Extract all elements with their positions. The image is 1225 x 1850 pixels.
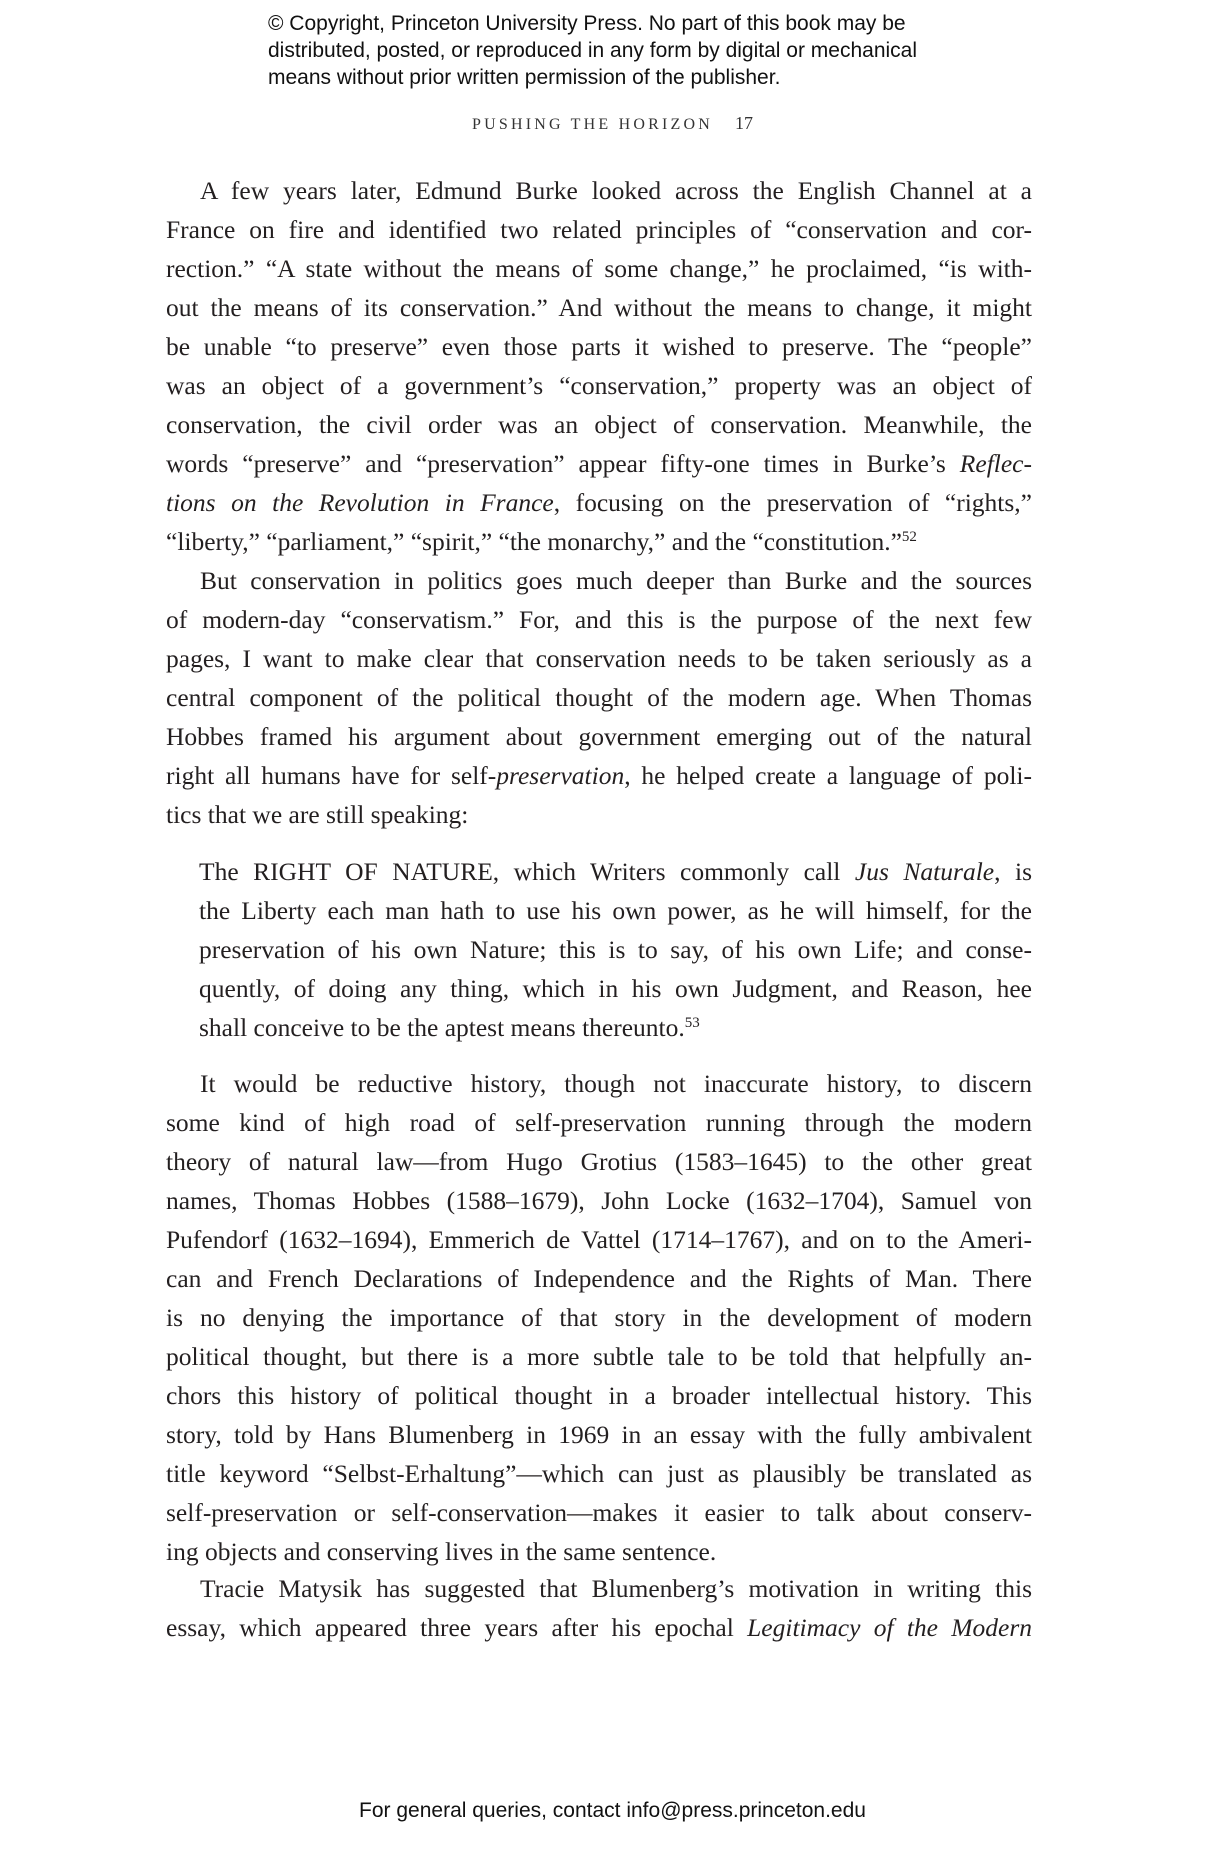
italic-text: tions on the Revolution in France — [166, 488, 554, 517]
text-line — [166, 171, 1032, 210]
text-line — [166, 756, 1032, 795]
text-line — [166, 795, 1032, 834]
text-line — [166, 1608, 1032, 1647]
text-segment: , is — [994, 857, 1033, 886]
text-line — [166, 717, 1032, 756]
italic-text: preservation — [496, 761, 625, 790]
text-segment: , he helped create a language of poli- — [624, 761, 1032, 790]
text-segment: “liberty,” “parliament,” “spirit,” “the monarchy,” and the “constitution.” — [166, 527, 902, 556]
text-line — [199, 852, 1032, 891]
text-line — [166, 1454, 1032, 1493]
italic-text: Legitimacy of the Modern — [747, 1613, 1032, 1642]
text-line — [166, 1298, 1032, 1337]
paragraph — [166, 561, 1032, 834]
text-segment: conservation, the civil order was an object of conservation. Meanwhile, the — [166, 410, 1032, 439]
text-line — [166, 1181, 1032, 1220]
text-line — [166, 1376, 1032, 1415]
text-segment: out the means of its conservation.” And without the means to change, it might — [166, 293, 1032, 322]
running-head — [0, 113, 1225, 134]
text-line — [166, 483, 1032, 522]
text-segment: theory of natural law—from Hugo Grotius (1583–1645) to the other great — [166, 1147, 1032, 1176]
text-line — [166, 1532, 1032, 1571]
text-line — [166, 1415, 1032, 1454]
text-line — [166, 678, 1032, 717]
text-line — [166, 1064, 1032, 1103]
text-line — [166, 639, 1032, 678]
paragraph — [166, 1064, 1032, 1571]
text-line — [166, 1569, 1032, 1608]
text-line — [166, 210, 1032, 249]
text-line — [166, 405, 1032, 444]
text-segment: preservation of his own Nature; this is to say, of his own Life; and conse- — [199, 935, 1032, 964]
text-segment: of modern-day “conservatism.” For, and this is the purpose of the next few — [166, 605, 1032, 634]
text-segment: some kind of high road of self-preservation running through the modern — [166, 1108, 1032, 1137]
text-segment: rection.” “A state without the means of some change,” he proclaimed, “is with- — [166, 254, 1032, 283]
text-line — [166, 1142, 1032, 1181]
text-segment: Hobbes framed his argument about government emerging out of the natural — [166, 722, 1032, 751]
text-segment: shall conceive to be the aptest means thereunto. — [199, 1013, 685, 1042]
text-segment: was an object of a government’s “conservation,” property was an object of — [166, 371, 1032, 400]
text-line — [199, 1008, 1032, 1047]
copyright-notice — [268, 10, 917, 91]
text-line — [166, 249, 1032, 288]
text-segment: The RIGHT OF NATURE, which Writers commonly call — [199, 857, 855, 886]
copyright-line: © Copyright, Princeton University Press. No part of this book may be — [268, 12, 906, 35]
copyright-line: means without prior written permission of the publisher. — [268, 66, 781, 89]
text-line — [199, 891, 1032, 930]
text-segment: essay, which appeared three years after his epochal — [166, 1613, 748, 1642]
paragraph — [166, 171, 1032, 561]
text-line — [166, 288, 1032, 327]
text-segment: right all humans have for self- — [166, 761, 497, 790]
text-line — [166, 1337, 1032, 1376]
text-segment: chors this history of political thought in a broader intellectual history. This — [166, 1381, 1032, 1410]
text-segment: is no denying the importance of that story in the development of modern — [166, 1303, 1032, 1332]
text-line — [166, 561, 1032, 600]
text-line — [166, 327, 1032, 366]
text-segment: self-preservation or self-conservation—makes it easier to talk about conserv- — [166, 1498, 1032, 1527]
running-head-title: PUSHING THE HORIZON — [472, 116, 713, 133]
text-segment: political thought, but there is a more subtle tale to be told that helpfully an- — [166, 1342, 1032, 1371]
italic-text: Reflec- — [959, 449, 1032, 478]
text-segment: Tracie Matysik has suggested that Blumenberg’s motivation in writing this — [200, 1574, 1032, 1603]
text-segment: tics that we are still speaking: — [166, 800, 469, 829]
text-segment: title keyword “Selbst-Erhaltung”—which can just as plausibly be translated as — [166, 1459, 1032, 1488]
text-segment: words “preserve” and “preservation” appear fifty-one times in Burke’s — [166, 449, 960, 478]
text-line — [199, 930, 1032, 969]
text-segment: quently, of doing any thing, which in his own Judgment, and Reason, hee — [199, 974, 1032, 1003]
text-segment: can and French Declarations of Independence and the Rights of Man. There — [166, 1264, 1032, 1293]
italic-text: Jus Naturale — [854, 857, 995, 886]
text-segment: names, Thomas Hobbes (1588–1679), John Locke (1632–1704), Samuel von — [166, 1186, 1032, 1215]
text-line — [199, 969, 1032, 1008]
text-line — [166, 1493, 1032, 1532]
text-line — [166, 444, 1032, 483]
text-segment: ing objects and conserving lives in the same sentence. — [166, 1537, 717, 1566]
copyright-line: distributed, posted, or reproduced in any form by digital or mechanical — [268, 39, 918, 62]
text-line — [166, 1259, 1032, 1298]
text-segment: the Liberty each man hath to use his own power, as he will himself, for the — [199, 896, 1032, 925]
text-line — [166, 1103, 1032, 1142]
text-segment: France on fire and identified two related principles of “conservation and cor- — [166, 215, 1032, 244]
text-segment: be unable “to preserve” even those parts it wished to preserve. The “people” — [166, 332, 1032, 361]
footnote-reference: 53 — [684, 1015, 700, 1031]
text-segment: , focusing on the preservation of “rights,” — [553, 488, 1032, 517]
text-segment: story, told by Hans Blumenberg in 1969 in an essay with the fully ambivalent — [166, 1420, 1032, 1449]
text-segment: Pufendorf (1632–1694), Emmerich de Vattel (1714–1767), and on to the Ameri- — [166, 1225, 1032, 1254]
text-line — [166, 1220, 1032, 1259]
text-line — [166, 522, 1032, 561]
text-segment: But conservation in politics goes much deeper than Burke and the sources — [200, 566, 1032, 595]
text-line — [166, 600, 1032, 639]
text-segment: central component of the political thought of the modern age. When Thomas — [166, 683, 1032, 712]
text-segment: It would be reductive history, though not inaccurate history, to discern — [200, 1069, 1032, 1098]
footer-contact: For general queries, contact info@press.princeton.edu — [359, 1799, 866, 1822]
text-line — [166, 366, 1032, 405]
text-segment: A few years later, Edmund Burke looked across the English Channel at a — [200, 176, 1032, 205]
block-quote — [199, 852, 1032, 1047]
page-number: 17 — [734, 113, 753, 133]
paragraph — [166, 1569, 1032, 1647]
text-segment: pages, I want to make clear that conservation needs to be taken seriously as a — [166, 644, 1032, 673]
footnote-reference: 52 — [901, 529, 917, 545]
